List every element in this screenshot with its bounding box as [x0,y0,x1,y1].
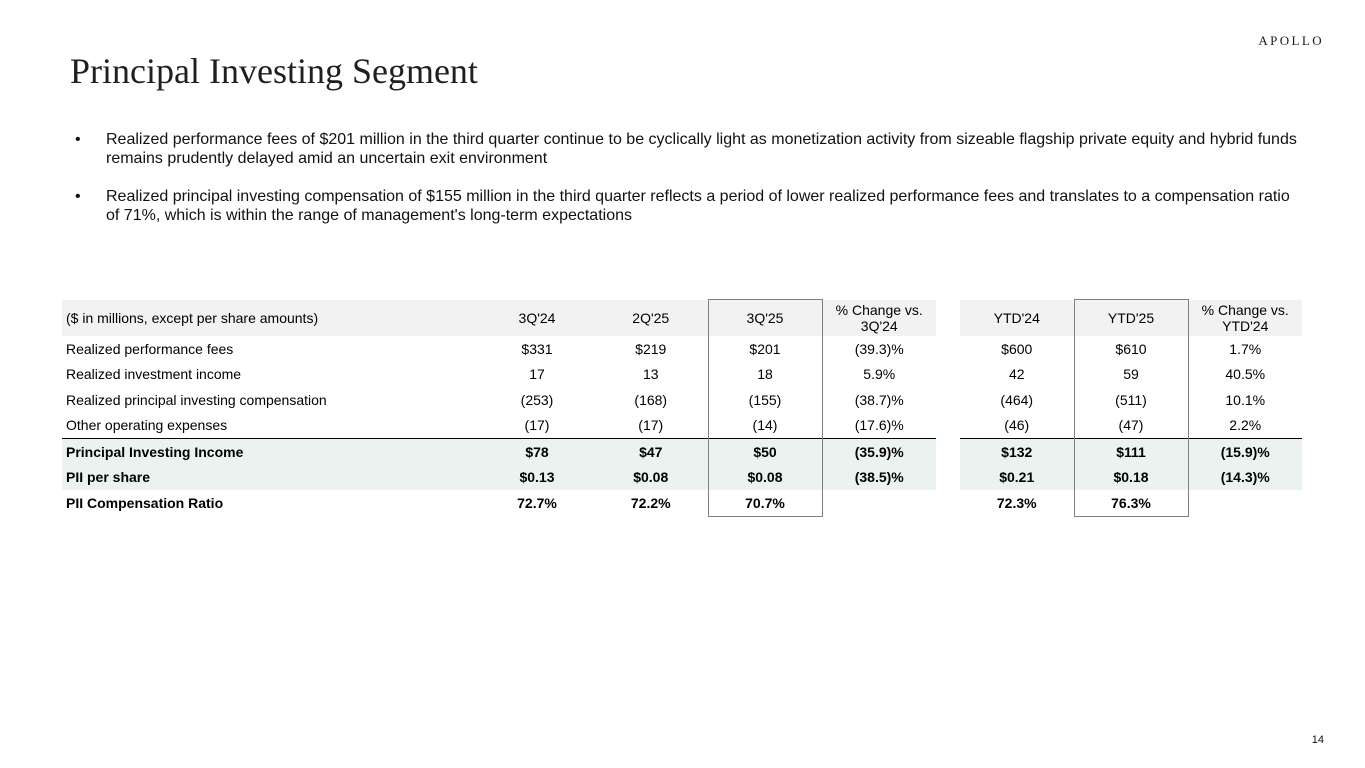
cell: $600 [1001,340,1033,357]
cell: $0.08 [594,465,708,491]
cell: (464) [1000,391,1034,408]
cell: $331 [521,340,553,357]
cell: $111 [1074,439,1188,465]
column-gap [936,336,960,362]
row-label: Principal Investing Income [62,439,480,465]
table-row-ratio [62,490,1302,516]
bullet-item [75,130,1305,168]
bullet-text: Realized performance fees of $201 million in the third quarter continue to be cyclically light as monetization activity from sizeable flagship private equity and hybrid funds remains prudently delayed amid an uncertain exit environment [106,131,1297,167]
cell: $610 [1074,336,1188,362]
cell: 13 [642,366,659,383]
header-3q25: 3Q'25 [708,300,822,337]
bullet-dot-icon: • [75,188,81,205]
cell: 5.9% [863,366,896,383]
column-gap [936,300,960,337]
cell: (38.7)% [854,391,904,408]
table-row [62,336,1302,362]
column-gap [936,413,960,439]
row-label: PII per share [62,465,480,491]
table-row-total [62,439,1302,465]
table-row [62,413,1302,439]
row-label: Other operating expenses [66,417,228,434]
cell: $0.21 [960,465,1074,491]
header-3q24: 3Q'24 [480,300,594,337]
cell: (14) [708,413,822,439]
cell: (17.6)% [854,417,904,434]
cell: 17 [529,366,545,383]
cell: (35.9)% [822,439,936,465]
header-ytd25: YTD'25 [1074,300,1188,337]
cell: 40.5% [1225,366,1266,383]
row-label: Realized performance fees [66,340,234,357]
header-2q25: 2Q'25 [594,300,708,337]
cell: 42 [1008,366,1025,383]
cell: 70.7% [708,490,822,516]
cell: $132 [960,439,1074,465]
page-title: Principal Investing Segment [70,51,478,91]
cell: 1.7% [1229,340,1262,357]
table-header-row [62,300,1302,337]
cell: 72.3% [996,495,1037,511]
cell: (46) [1004,417,1030,434]
bullet-list [75,130,1305,244]
cell: $78 [480,439,594,465]
bullet-item [75,187,1305,225]
row-label: Realized investment income [66,366,242,383]
table-row-per-share [62,465,1302,491]
cell: (47) [1074,413,1188,439]
column-gap [936,490,960,516]
cell: 72.7% [517,495,557,511]
bullet-text: Realized principal investing compensation of $155 million in the third quarter reflects a period of lower realized performance fees and translates to a compensation ratio of 71%, which is within the range of management's long-term expectations [106,188,1290,224]
cell: (38.5)% [822,465,936,491]
cell: $0.18 [1074,465,1188,491]
cell: (14.3)% [1188,465,1302,491]
cell: $47 [594,439,708,465]
row-label: Realized principal investing compensation [66,391,327,408]
cell: (15.9)% [1188,439,1302,465]
apollo-logo: APOLLO [1258,33,1324,48]
cell: 76.3% [1074,490,1188,516]
cell [1188,490,1302,516]
cell: (511) [1074,387,1188,413]
column-gap [936,362,960,388]
row-label: PII Compensation Ratio [66,495,224,511]
cell: (155) [708,387,822,413]
cell: (39.3)% [854,340,904,357]
cell: (17) [638,417,664,434]
column-gap [936,465,960,491]
header-label: ($ in millions, except per share amounts) [62,300,480,337]
table-row [62,387,1302,413]
cell: $0.08 [708,465,822,491]
cell [822,490,936,516]
cell: 2.2% [1229,417,1262,434]
cell: $219 [635,340,667,357]
header-ytd24: YTD'24 [960,300,1074,337]
table-row [62,362,1302,388]
cell: $50 [708,439,822,465]
cell: 18 [708,362,822,388]
cell: 59 [1074,362,1188,388]
header-change-3q: % Change vs. 3Q'24 [822,300,936,337]
cell: (17) [524,417,550,434]
page-number: 14 [1311,734,1324,746]
cell: (168) [634,391,668,408]
cell: $0.13 [480,465,594,491]
column-gap [936,439,960,465]
column-gap [936,387,960,413]
header-change-ytd: % Change vs. YTD'24 [1188,300,1302,337]
cell: (253) [520,391,554,408]
principal-investing-table [62,299,1302,517]
cell: 10.1% [1225,391,1266,408]
bullet-dot-icon: • [75,131,81,148]
cell: $201 [708,336,822,362]
cell: 72.2% [630,495,671,511]
table-body [62,300,1302,517]
